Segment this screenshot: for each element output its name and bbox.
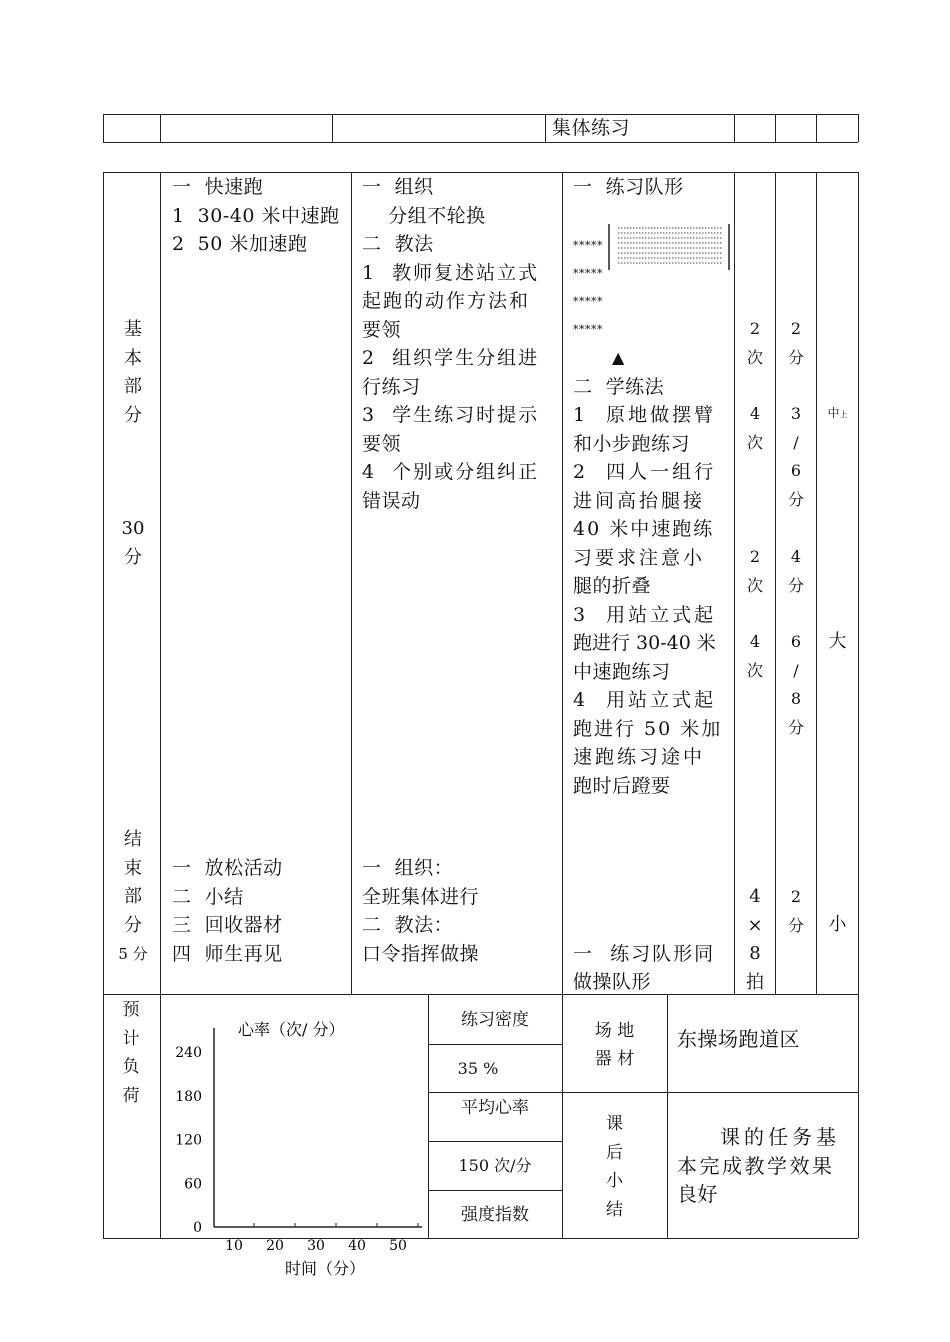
chart-y-ticks	[175, 1045, 202, 1236]
org-line: 要领	[362, 318, 402, 341]
org-line: 起跑的动作方法和	[362, 290, 531, 312]
duration-cell: 3 / 6 分	[787, 404, 804, 509]
method-line: 和小步跑练习	[573, 432, 691, 455]
strength-label: 强度指数	[461, 1205, 529, 1225]
org-line: 4 个别或分组纠正	[362, 461, 540, 483]
end-org-line: 全班集体进行	[362, 885, 480, 908]
end-org-line: 口令指挥做操	[362, 942, 480, 965]
method-line: 2 四人一组行	[573, 461, 717, 483]
times-cell: 2 次	[746, 319, 763, 367]
venue-value: 东操场跑道区	[677, 1027, 800, 1051]
duration-cell: 6 / 8 分	[787, 632, 804, 737]
end-method-line: 一 练习队形同	[573, 942, 716, 965]
end-intensity-cell: 小	[828, 914, 847, 935]
org-line: 1 教师复述站立式	[362, 261, 540, 284]
method-line: 腿的折叠	[573, 575, 652, 597]
y-tick-label: 180	[175, 1088, 202, 1105]
duration-cell: 2 分	[787, 319, 804, 367]
method-line: 3 用站立式起	[573, 603, 717, 626]
org-line: 分组不轮换	[362, 204, 486, 227]
end-duration-cell: 2 分	[787, 887, 804, 935]
method-line: 中速跑练习	[573, 660, 671, 683]
end-method-line: 做操队形	[573, 971, 652, 993]
density-value: 35 %	[457, 1059, 499, 1078]
method-line: 进间高抬腿接	[573, 489, 706, 512]
org-line: 要领	[362, 432, 402, 455]
method-title: 一 练习队形	[573, 176, 684, 198]
method-line: 1 原地做摆臂	[573, 404, 717, 426]
org-line: 3 学生练习时提示	[362, 404, 540, 426]
method-line: 速跑练习途中	[573, 746, 706, 768]
end-content-line: 二 小结	[172, 885, 244, 908]
intensity-high: 大	[828, 631, 847, 652]
chart-title: 心率（次/ 分）	[238, 1020, 345, 1039]
content-line: 2 50 米加速跑	[172, 233, 308, 255]
org-line: 一 组织	[362, 176, 434, 198]
x-tick-label: 50	[389, 1238, 407, 1254]
end-section-time: 5 分	[118, 945, 148, 963]
chart-x-label: 时间（分）	[284, 1259, 366, 1278]
duration-cell: 4 分	[787, 547, 804, 595]
y-tick-label: 240	[175, 1045, 202, 1061]
summary-line: 本完成教学效果	[677, 1153, 835, 1178]
y-tick-label: 0	[193, 1220, 202, 1236]
times-cell: 4 次	[746, 632, 763, 680]
main-section-time: 30 分	[121, 518, 145, 568]
end-content-line: 四 师生再见	[172, 942, 283, 965]
org-line: 错误动	[362, 489, 421, 512]
x-tick-label: 20	[266, 1238, 284, 1254]
method-line: 4 用站立式起	[573, 689, 717, 711]
intensity-medium	[817, 404, 858, 421]
times-cell: 4 次	[746, 404, 763, 452]
summary-label: 课 后 小 结	[606, 1114, 623, 1220]
y-tick-label: 120	[175, 1132, 202, 1149]
running-lanes-diagram	[606, 222, 734, 272]
x-tick-label: 30	[307, 1238, 325, 1254]
x-tick-label: 10	[225, 1238, 243, 1254]
end-org-line: 一 组织：	[362, 857, 454, 879]
method-line: 跑进行 50 米加	[573, 717, 723, 740]
venue-label: 场 地 器 材	[594, 1021, 635, 1069]
summary-line: 课的任务基	[720, 1125, 840, 1149]
content-line: 1 30-40 米中速跑	[172, 204, 340, 227]
y-tick-label: 60	[184, 1176, 202, 1193]
method-line: 跑时后蹬要	[573, 774, 671, 797]
org-line: 行练习	[362, 375, 421, 398]
end-times-cell: 4 × 8 拍	[746, 886, 764, 993]
avg-hr-value: 150 次/分	[458, 1156, 532, 1175]
times-cell: 2 次	[746, 547, 763, 595]
end-content-line: 一 放松活动	[172, 857, 283, 879]
main-section-label: 基 本 部 分	[124, 319, 142, 426]
summary-line: 良好	[677, 1182, 718, 1206]
load-label: 预 计 负 荷	[122, 1000, 140, 1106]
end-section-label: 结 束 部 分	[124, 829, 142, 936]
org-line: 二 教法	[362, 233, 434, 255]
formation-row: *****	[573, 295, 603, 308]
method-line: 习要求注意小	[573, 546, 706, 569]
method-line: 跑进行 30-40 米	[573, 632, 716, 654]
formation-row: *****	[573, 323, 603, 336]
intensity-medium-sub: 上	[839, 410, 848, 419]
method-line: 40 米中速跑练	[573, 518, 715, 540]
intensity-medium-text: 中	[827, 406, 840, 420]
formation-row: *****	[573, 239, 603, 252]
end-content-line: 三 回收器材	[172, 914, 283, 936]
teacher-triangle-icon: ▲	[612, 348, 625, 367]
content-line: 一 快速跑	[172, 176, 264, 198]
method-line: 二 学练法	[573, 375, 665, 398]
collective-practice-cell: 集体练习	[552, 117, 631, 139]
x-tick-label: 40	[348, 1238, 366, 1254]
org-line: 2 组织学生分组进	[362, 347, 540, 369]
density-label: 练习密度	[461, 1010, 529, 1030]
avg-hr-label: 平均心率	[461, 1098, 529, 1118]
formation-row: *****	[573, 267, 603, 280]
end-org-line: 二 教法：	[362, 914, 454, 936]
heart-rate-chart	[160, 995, 428, 1285]
